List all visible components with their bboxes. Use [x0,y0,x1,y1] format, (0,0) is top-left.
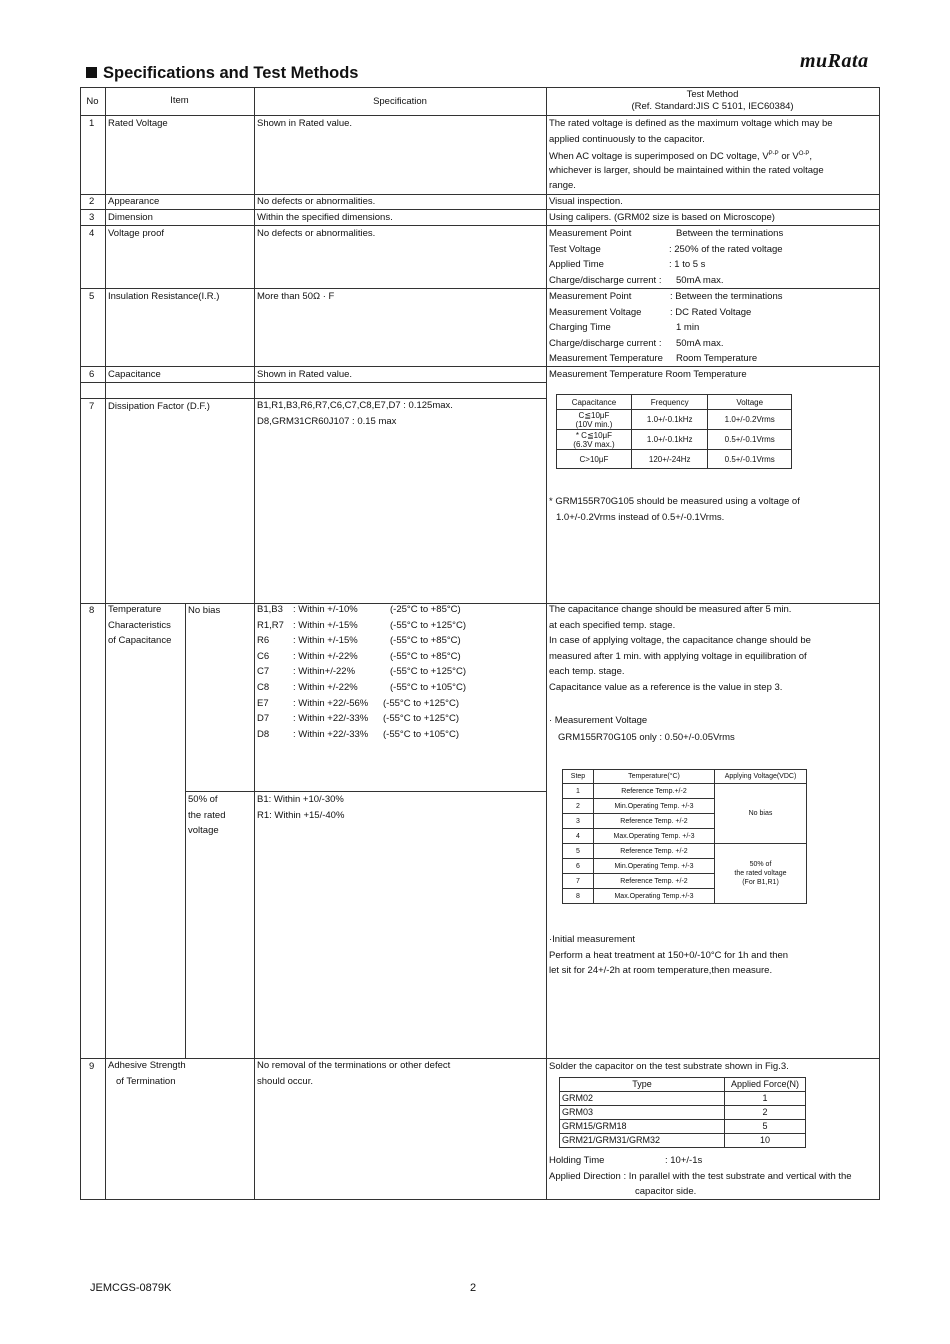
holding-time-label: Holding Time [549,1155,605,1166]
initial-measurement: ·Initial measurement Perform a heat treatment at 150+0/-10°C for 1h and then let sit for 24+/-2h at room temperature,then measure. [549,934,789,977]
page-number: 2 [470,1282,477,1294]
header-specification: Specification [373,96,427,107]
measurement-voltage-label: · Measurement Voltage [549,715,648,726]
row-number: 6 [89,369,95,380]
method-text: Visual inspection. [549,196,623,207]
method-labels: Measurement Point Measurement Voltage Charging Time Charge/discharge current : Measurement Temperature [549,291,663,365]
table-row: GRM15/GRM18 5 [560,1120,806,1134]
sub-item-rated-voltage: 50% of the rated voltage [188,794,226,837]
spec-text: B1,R1,B3,R6,R7,C6,C7,C8,E7,D7 : 0.125max. D8,GRM31CR60J107 : 0.15 max [257,400,453,427]
method-text: The capacitance change should be measured after 5 min. at each specified temp. stage. In case of applying voltage, the capacitance change should be measured after 1 min. with applying voltage in equilibration of each temp. stage. Capacitance value as a reference is the value in step 3. [549,604,811,693]
table-row: 1 Reference Temp.+/-2 No bias [563,784,807,799]
row-number: 7 [89,401,95,412]
table-row: 3 Reference Temp. +/-2 [563,814,807,829]
header-item: Item [170,95,189,106]
row-number: 8 [89,605,95,616]
item-label: Capacitance [108,369,161,380]
header-no: No [86,96,99,107]
item-label: Temperature Characteristics of Capacitance [108,604,172,647]
table-row: * C≦10μF (6.3V max.) 1.0+/-0.1kHz 0.5+/-0.1Vrms [557,430,792,450]
temp-char-ranges: (-55°C to +125°C) (-55°C to +125°C) (-55°C to +105°C) [383,697,459,740]
method-text: Measurement Temperature Room Temperature [549,369,747,380]
applied-force-table: Type Applied Force(N) GRM02 1 GRM03 2 GRM15/GRM18 5 GRM21/GRM31/GRM32 10 [559,1077,806,1148]
applied-direction: Applied Direction : In parallel with the test substrate and vertical with the [549,1171,852,1182]
page-title: Specifications and Test Methods [86,64,358,83]
table-row: 8 Max.Operating Temp.+/-3 [563,889,807,904]
temp-char-limits: : Within +/-10% : Within +/-15% : Within +/-15% : Within +/-22% : Within+/-22% : Within +/-22% : Within +22/-56% : Within +22/-33% : Within +22/-33% [293,604,369,740]
spec-text: Within the specified dimensions. [257,212,393,223]
spec-text: More than 50Ω · F [257,291,335,302]
df-note: * GRM155R70G105 should be measured using a voltage of 1.0+/-0.2Vrms instead of 0.5+/-0.1Vrms. [549,496,800,523]
df-conditions-table: Capacitance Frequency Voltage C≦10μF (10V min.) 1.0+/-0.1kHz 1.0+/-0.2Vrms * C≦10μF (6.3V max.) 1.0+/-0.1kHz 0.5+/-0.1Vrms C>10μF 120+/-24Hz 0.5+/-0.1Vrms [556,394,792,469]
spec-text: No defects or abnormalities. [257,196,376,207]
row-number: 3 [89,212,95,223]
row-number: 5 [89,291,95,302]
item-label: Rated Voltage [108,118,168,129]
item-label: Insulation Resistance(I.R.) [108,291,220,302]
table-row: 7 Reference Temp. +/-2 [563,874,807,889]
table-row: 5 Reference Temp. +/-2 50% of the rated voltage (For B1,R1) [563,844,807,859]
table-row: GRM21/GRM31/GRM32 10 [560,1134,806,1148]
method-values: : Between the terminations : DC Rated Voltage [670,291,783,318]
row-number: 9 [89,1061,95,1072]
item-label: Appearance [108,196,160,207]
holding-time-value: : 10+/-1s [665,1155,703,1166]
table-row: C≦10μF (10V min.) 1.0+/-0.1kHz 1.0+/-0.2Vrms [557,410,792,430]
table-row: GRM03 2 [560,1106,806,1120]
table-row: 2 Min.Operating Temp. +/-3 [563,799,807,814]
header-test-method: Test Method [686,89,739,100]
sub-item-no-bias: No bias [188,605,221,616]
row-number: 2 [89,196,95,207]
header-standard: (Ref. Standard:JIS C 5101, IEC60384) [631,101,794,112]
spec-text: Shown in Rated value. [257,369,353,380]
row-number: 1 [89,118,95,129]
method-values: 50mA max. [676,274,724,286]
table-row: 4 Max.Operating Temp. +/-3 [563,829,807,844]
spec-text: No defects or abnormalities. [257,228,376,239]
document-code: JEMCGS-0879K [90,1282,172,1294]
method-text: Using calipers. (GRM02 size is based on Microscope) [549,212,775,223]
temp-char-codes: B1,B3 R1,R7 R6 C6 C7 C8 E7 D7 D8 [257,604,284,740]
spec-text: B1: Within +10/-30% R1: Within +15/-40% [257,794,345,821]
method-labels: Measurement Point Test Voltage Applied Time Charge/discharge current : [549,228,662,286]
method-text: The rated voltage is defined as the maximum voltage which may be applied continuously to the capacitor. When AC voltage is superimposed on DC voltage, $V^{P-P}$ or $V^{O-P}$, whichever is larger, should be maintained within the rated voltage range. [549,118,833,192]
method-values: Between the terminations [676,228,784,239]
spec-text: No removal of the terminations or other defect should occur. [257,1060,451,1087]
item-label: Dimension [108,212,153,223]
temperature-steps-table: Step Temperature(°C) Applying Voltage(VDC) 1 Reference Temp.+/-2 No bias 2 Min.Operating Temp. +/-3 3 Reference Temp. +/-2 4 Max.Operating Temp. +/-3 5 Reference Temp. +/-2 50% of the rated voltage (For B1,R1) 6 Min.Operating Temp. +/-3 7 Reference Temp. +/-2 8 Max.Operating Temp.+/-3 [562,769,807,904]
item-label: Dissipation Factor (D.F.) [108,401,210,412]
table-row: 6 Min.Operating Temp. +/-3 [563,859,807,874]
table-row: C>10μF 120+/-24Hz 0.5+/-0.1Vrms [557,450,792,469]
temp-char-ranges: (-25°C to +85°C) (-55°C to +125°C) (-55°C to +85°C) (-55°C to +85°C) (-55°C to +125°C) (-55°C to +105°C) [390,604,466,693]
item-label: Voltage proof [108,228,164,239]
brand-logo: muRata [800,50,869,72]
method-values: 1 min 50mA max. Room Temperature [676,322,758,365]
measurement-voltage-value: GRM155R70G105 only : 0.50+/-0.05Vrms [558,732,735,743]
row-number: 4 [89,228,95,239]
spec-text: Shown in Rated value. [257,118,353,129]
item-label: Adhesive Strength of Termination [108,1060,186,1087]
bullet-square-icon [86,67,97,78]
applied-direction-cont: capacitor side. [635,1186,697,1197]
method-text: Solder the capacitor on the test substrate shown in Fig.3. [549,1061,789,1072]
table-row: GRM02 1 [560,1092,806,1106]
method-values: : 250% of the rated voltage : 1 to 5 s [669,243,783,271]
